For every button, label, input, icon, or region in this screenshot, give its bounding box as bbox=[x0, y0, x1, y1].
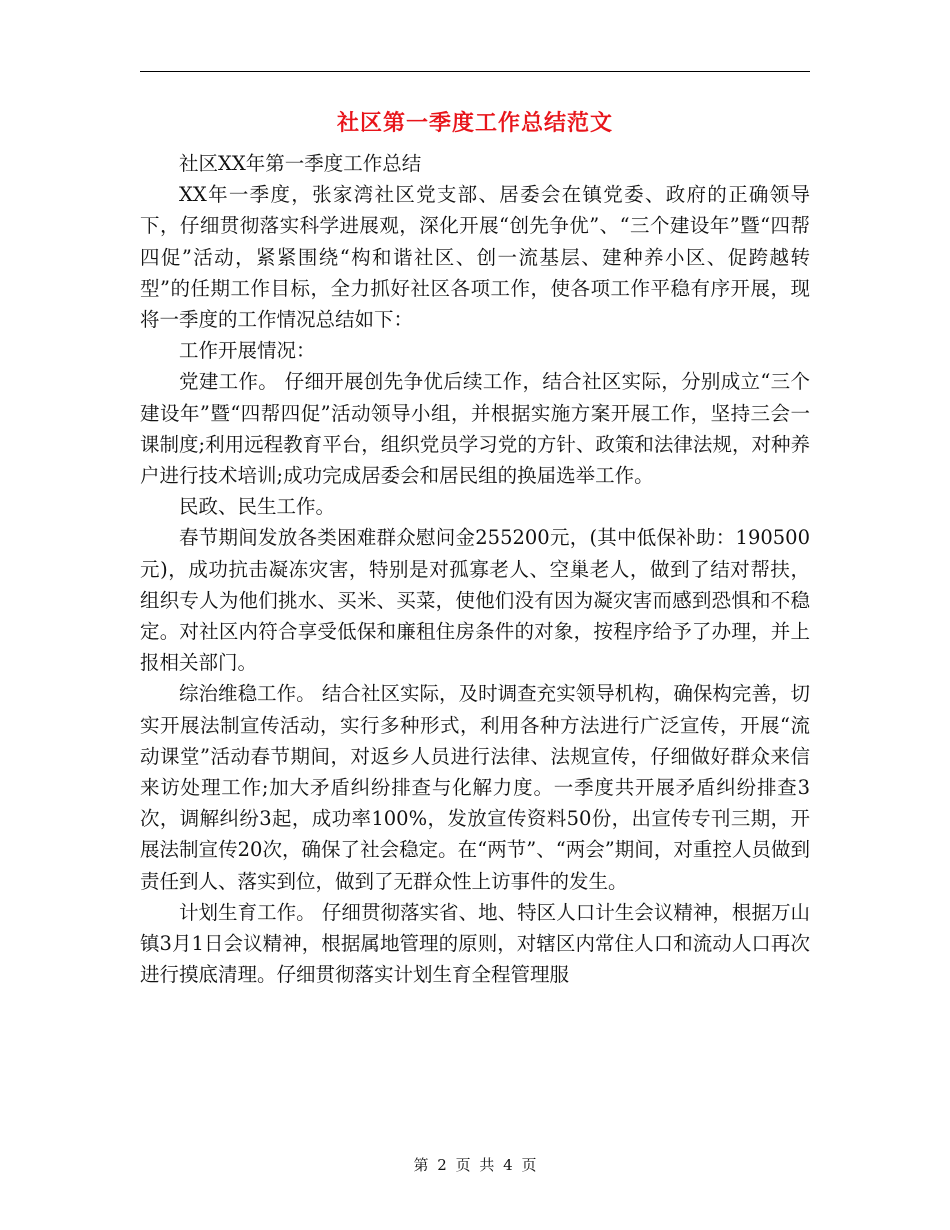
document-title: 社区第一季度工作总结范文 bbox=[336, 111, 613, 136]
body-paragraph: 综治维稳工作。 结合社区实际，及时调查充实领导机构，确保构完善，切实开展法制宣传活动，实行多种形式，利用各种方法进行广泛宣传，开展“流动课堂”活动春节期间，对返乡人员进行法律、法规宣传，仔细做好群众来信来访处理工作;加大矛盾纠纷排查与化解力度。一季度共开展矛盾纠纷排查3次，调解纠纷3起，成功率100%，发放宣传资料50份，出宣传专刊三期，开展法制宣传20次，确保了社会稳定。在“两节”、“两会”期间，对重控人员做到责任到人、落实到位，做到了无群众性上访事件的发生。 bbox=[140, 682, 810, 893]
body-paragraph: 春节期间发放各类困难群众慰问金255200元，(其中低保补助：190500元)，成功抗击凝冻灾害，特别是对孤寡老人、空巢老人，做到了结对帮扶，组织专人为他们挑水、买米、买菜，使他们没有因为凝灾害而感到恐惧和不稳定。对社区内符合享受低保和廉租住房条件的对象，按程序给予了办理，并上报相关部门。 bbox=[140, 526, 810, 675]
body-paragraph: 党建工作。 仔细开展创先争优后续工作，结合社区实际，分别成立“三个建设年”暨“四帮四促”活动领导小组，并根据实施方案开展工作，坚持三会一课制度;利用远程教育平台，组织党员学习党的方针、政策和法律法规，对种养户进行技术培训;成功完成居委会和居民组的换届选举工作。 bbox=[140, 370, 810, 488]
body-paragraph: 计划生育工作。 仔细贯彻落实省、地、特区人口计生会议精神，根据万山镇3月1日会议精神，根据属地管理的原则，对辖区内常住人口和流动人口再次进行摸底清理。仔细贯彻落实计划生育全程管理服 bbox=[140, 900, 810, 987]
body-paragraph: 社区XX年第一季度工作总结 bbox=[179, 152, 422, 175]
body-paragraph: 工作开展情况： bbox=[179, 339, 316, 363]
body-paragraph: 民政、民生工作。 bbox=[179, 495, 336, 519]
body-paragraph: XX年一季度，张家湾社区党支部、居委会在镇党委、政府的正确领导下，仔细贯彻落实科学进展观，深化开展“创先争优”、“三个建设年”暨“四帮四促”活动，紧紧围绕“构和谐社区、创一流基层、建种养小区、促跨越转型”的任期工作目标，全力抓好社区各项工作，使各项工作平稳有序开展，现将一季度的工作情况总结如下： bbox=[140, 183, 810, 332]
page-number: 第 2 页 共 4 页 bbox=[413, 1156, 537, 1174]
document-body bbox=[140, 148, 810, 990]
header-rule bbox=[140, 71, 810, 72]
